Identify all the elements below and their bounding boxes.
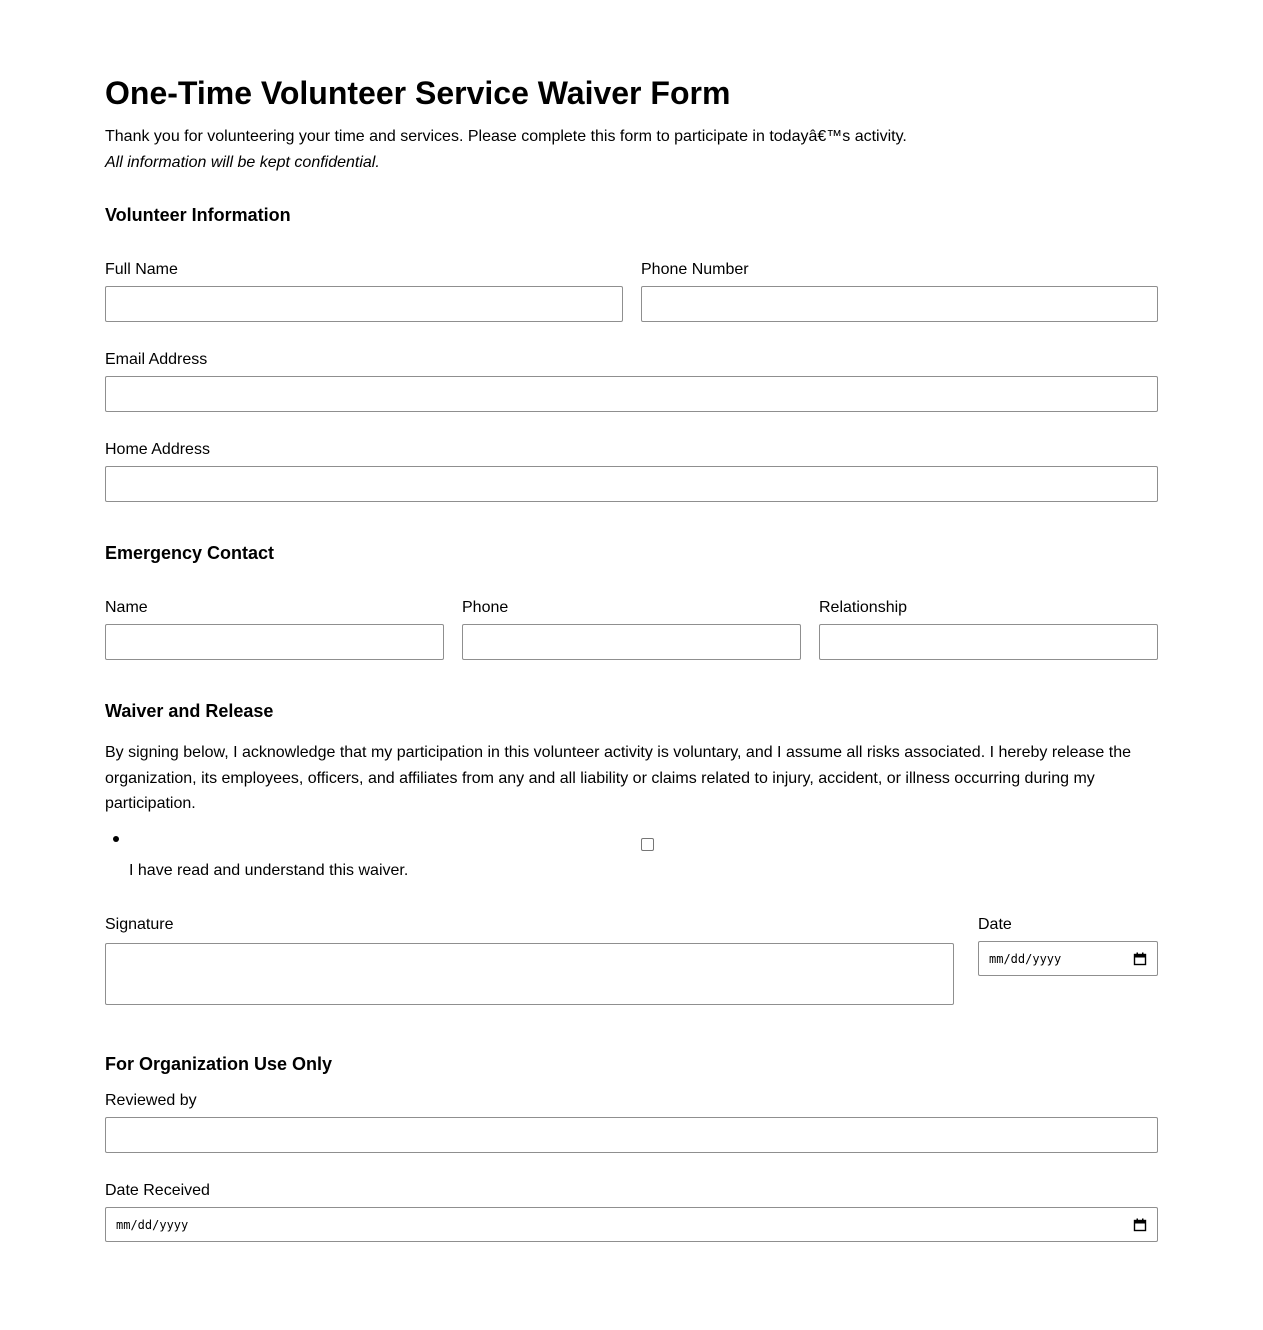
list-bullet [113,836,119,842]
calendar-icon[interactable] [1133,1218,1147,1232]
emergency-phone-label: Phone [462,599,509,616]
full-name-input[interactable] [105,286,623,322]
page-title: One-Time Volunteer Service Waiver Form [105,75,731,111]
intro-text: Thank you for volunteering your time and services. Please complete this form to participate in todayâ€™s activity. [105,128,907,145]
acknowledge-label: I have read and understand this waiver. [129,862,409,879]
date-label: Date [978,916,1012,933]
reviewed-by-input[interactable] [105,1117,1158,1153]
relationship-input[interactable] [819,624,1158,660]
phone-number-input[interactable] [641,286,1158,322]
date-input[interactable] [978,941,1158,976]
date-received-input[interactable] [105,1207,1158,1242]
emergency-name-label: Name [105,599,148,616]
email-label: Email Address [105,351,208,368]
date-received-placeholder: mm/dd/yyyy [116,1217,189,1232]
calendar-icon[interactable] [1133,952,1147,966]
date-placeholder: mm/dd/yyyy [989,951,1062,966]
full-name-label: Full Name [105,261,178,278]
acknowledge-checkbox[interactable] [641,838,654,851]
volunteer-info-heading: Volunteer Information [105,205,291,225]
phone-number-label: Phone Number [641,261,749,278]
email-input[interactable] [105,376,1158,412]
relationship-label: Relationship [819,599,908,616]
waiver-heading: Waiver and Release [105,701,274,721]
reviewed-by-label: Reviewed by [105,1092,197,1109]
waiver-text: By signing below, I acknowledge that my participation in this volunteer activity is voluntary, and I assume all risks associated. I hereby release the organization, its employees, officers, and affiliates from any and all liability or claims related to injury, accident, or illness occurring during my participation. [105,744,1131,812]
emergency-phone-input[interactable] [462,624,801,660]
home-address-input[interactable] [105,466,1158,502]
confidential-note: All information will be kept confidential. [105,154,380,171]
date-received-label: Date Received [105,1182,210,1199]
signature-input[interactable] [105,943,954,1005]
org-use-heading: For Organization Use Only [105,1054,333,1074]
emergency-contact-heading: Emergency Contact [105,543,275,563]
emergency-name-input[interactable] [105,624,444,660]
signature-label: Signature [105,916,174,933]
home-address-label: Home Address [105,441,210,458]
